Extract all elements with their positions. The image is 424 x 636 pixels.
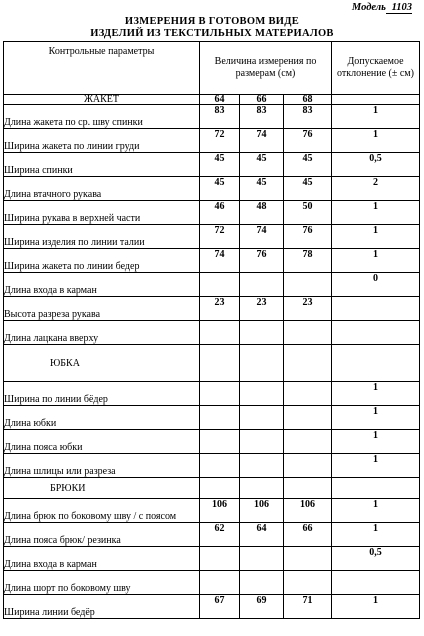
value-size-66: 74 (240, 129, 284, 153)
table-row (4, 297, 420, 321)
table-row (4, 153, 420, 177)
value-size-68: 106 (284, 499, 332, 523)
measurements-table (3, 41, 420, 619)
value-size-68 (284, 430, 332, 454)
value-size-68 (284, 454, 332, 478)
table-row (4, 454, 420, 478)
value-size-68: 83 (284, 105, 332, 129)
page-title-line2: ИЗДЕЛИЙ ИЗ ТЕКСТИЛЬНЫХ МАТЕРИАЛОВ (90, 28, 334, 39)
size-68: 68 (284, 95, 332, 105)
param-name: Высота разреза рукава (4, 297, 200, 321)
table-row (4, 547, 420, 571)
page-title-line1: ИЗМЕРЕНИЯ В ГОТОВОМ ВИДЕ (124, 16, 300, 27)
value-size-66: 64 (240, 523, 284, 547)
value-size-68: 66 (284, 523, 332, 547)
value-size-68 (284, 571, 332, 595)
value-tolerance: 1 (332, 595, 420, 619)
value-tolerance (332, 571, 420, 595)
empty-cell (240, 478, 284, 499)
param-name: Ширина спинки (4, 153, 200, 177)
jacket-section-tolerance (332, 95, 420, 105)
empty-cell (332, 345, 420, 382)
param-name: Длина брюк по боковому шву / с поясом (4, 499, 200, 523)
table-header-row (4, 42, 420, 95)
value-size-64 (200, 454, 240, 478)
param-name: Длина пояса брюк/ резинка (4, 523, 200, 547)
value-size-66 (240, 321, 284, 345)
value-size-68: 76 (284, 225, 332, 249)
value-size-64: 23 (200, 297, 240, 321)
param-name: Длина лацкана вверху (4, 321, 200, 345)
value-tolerance: 1 (332, 105, 420, 129)
param-name: Длина втачного рукава (4, 177, 200, 201)
value-size-68: 45 (284, 177, 332, 201)
skirt-section-row (4, 345, 420, 382)
value-tolerance (332, 321, 420, 345)
value-size-66: 69 (240, 595, 284, 619)
table-row (4, 430, 420, 454)
value-size-66 (240, 547, 284, 571)
value-size-68 (284, 406, 332, 430)
model-number: 1103 (386, 2, 412, 14)
size-66: 66 (240, 95, 284, 105)
jacket-section-row (4, 95, 420, 105)
table-row (4, 201, 420, 225)
value-size-66: 106 (240, 499, 284, 523)
value-size-64: 74 (200, 249, 240, 273)
value-size-64 (200, 547, 240, 571)
section-skirt: ЮБКА (4, 345, 200, 382)
header-sizes: Величина измерения по размерам (см) (200, 42, 332, 95)
value-size-66 (240, 430, 284, 454)
value-size-64 (200, 571, 240, 595)
empty-cell (332, 478, 420, 499)
param-name: Длина шлицы или разреза (4, 454, 200, 478)
value-size-68 (284, 547, 332, 571)
value-size-66: 76 (240, 249, 284, 273)
value-size-66 (240, 454, 284, 478)
empty-cell (284, 478, 332, 499)
value-size-66: 45 (240, 153, 284, 177)
value-size-64 (200, 321, 240, 345)
value-size-64: 106 (200, 499, 240, 523)
value-size-64 (200, 430, 240, 454)
value-size-64 (200, 382, 240, 406)
size-64: 64 (200, 95, 240, 105)
value-size-66: 23 (240, 297, 284, 321)
value-size-68: 78 (284, 249, 332, 273)
model-label (352, 2, 412, 14)
empty-cell (200, 478, 240, 499)
value-size-68 (284, 321, 332, 345)
table-row (4, 523, 420, 547)
value-tolerance: 1 (332, 201, 420, 225)
value-size-68 (284, 273, 332, 297)
value-size-66 (240, 382, 284, 406)
value-tolerance: 1 (332, 129, 420, 153)
value-size-66 (240, 406, 284, 430)
value-tolerance: 0,5 (332, 547, 420, 571)
empty-cell (240, 345, 284, 382)
value-size-66 (240, 273, 284, 297)
value-tolerance: 1 (332, 454, 420, 478)
table-row (4, 595, 420, 619)
trousers-section-row (4, 478, 420, 499)
value-tolerance: 1 (332, 499, 420, 523)
value-size-64 (200, 406, 240, 430)
header-params: Контрольные параметры (4, 42, 200, 95)
table-row (4, 273, 420, 297)
param-name: Ширина изделия по линии талии (4, 225, 200, 249)
value-tolerance: 0 (332, 273, 420, 297)
param-name: Длина пояса юбки (4, 430, 200, 454)
param-name: Ширина по линии бёдер (4, 382, 200, 406)
table-row (4, 105, 420, 129)
value-size-64: 72 (200, 225, 240, 249)
empty-cell (200, 345, 240, 382)
value-size-66: 48 (240, 201, 284, 225)
value-size-66 (240, 571, 284, 595)
value-size-68: 45 (284, 153, 332, 177)
table-row (4, 499, 420, 523)
param-name: Ширина жакета по линии груди (4, 129, 200, 153)
value-size-68: 50 (284, 201, 332, 225)
value-tolerance: 1 (332, 406, 420, 430)
value-size-68: 23 (284, 297, 332, 321)
value-tolerance: 1 (332, 225, 420, 249)
value-size-64: 45 (200, 153, 240, 177)
value-tolerance: 1 (332, 430, 420, 454)
table-row (4, 225, 420, 249)
empty-cell (284, 345, 332, 382)
param-name: Ширина линии бедёр (4, 595, 200, 619)
value-size-66: 74 (240, 225, 284, 249)
value-tolerance: 1 (332, 249, 420, 273)
table-row (4, 129, 420, 153)
table-row (4, 177, 420, 201)
param-name: Длина входа в карман (4, 547, 200, 571)
table-row (4, 321, 420, 345)
table-row (4, 382, 420, 406)
table-row (4, 249, 420, 273)
param-name: Длина шорт по боковому шву (4, 571, 200, 595)
value-size-64 (200, 273, 240, 297)
section-jacket: ЖАКЕТ (4, 95, 200, 105)
section-trousers: БРЮКИ (4, 478, 200, 499)
value-size-64: 72 (200, 129, 240, 153)
value-size-68: 71 (284, 595, 332, 619)
table-row (4, 571, 420, 595)
value-size-64: 67 (200, 595, 240, 619)
param-name: Длина жакета по ср. шву спинки (4, 105, 200, 129)
model-label-text: Модель (351, 2, 386, 13)
value-tolerance: 1 (332, 523, 420, 547)
value-size-64: 62 (200, 523, 240, 547)
value-tolerance: 2 (332, 177, 420, 201)
value-size-66: 45 (240, 177, 284, 201)
param-name: Длина входа в карман (4, 273, 200, 297)
param-name: Ширина жакета по линии бедер (4, 249, 200, 273)
value-size-64: 46 (200, 201, 240, 225)
value-size-64: 45 (200, 177, 240, 201)
value-size-64: 83 (200, 105, 240, 129)
value-size-68 (284, 382, 332, 406)
param-name: Ширина рукава в верхней части (4, 201, 200, 225)
table-row (4, 406, 420, 430)
value-size-68: 76 (284, 129, 332, 153)
value-size-66: 83 (240, 105, 284, 129)
value-tolerance (332, 297, 420, 321)
header-tolerance: Допускаемое отклонение (± см) (332, 42, 420, 95)
value-tolerance: 0,5 (332, 153, 420, 177)
value-tolerance: 1 (332, 382, 420, 406)
param-name: Длина юбки (4, 406, 200, 430)
